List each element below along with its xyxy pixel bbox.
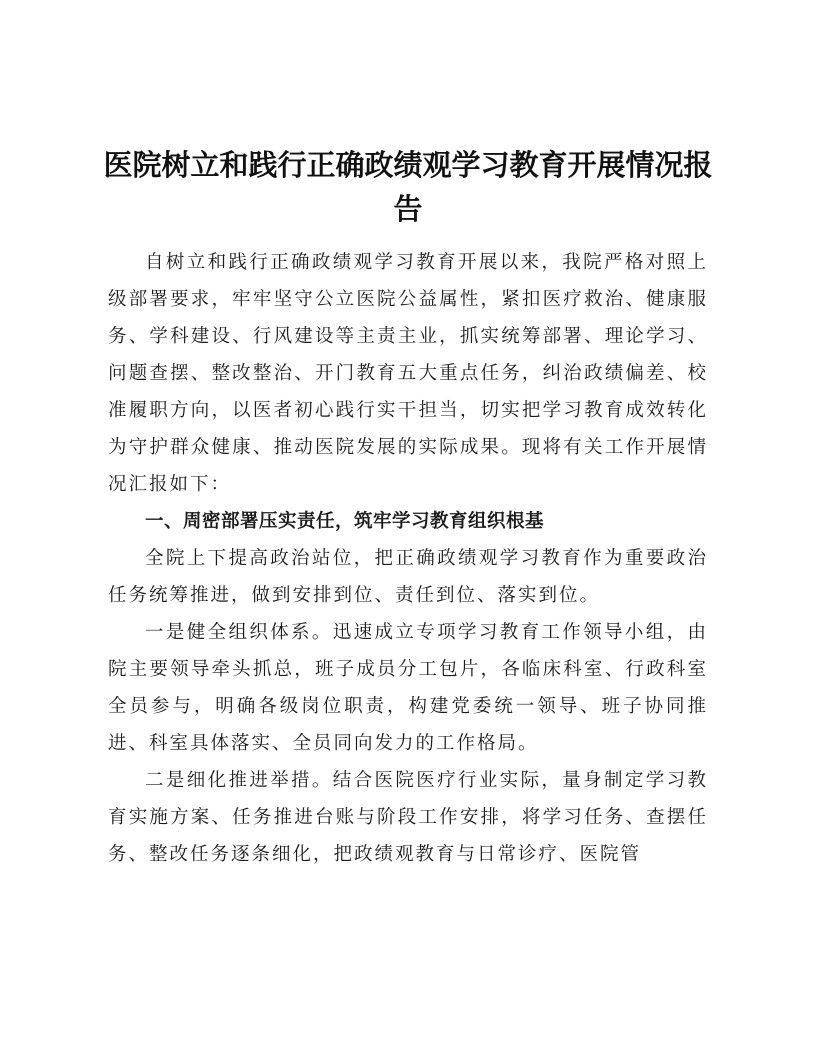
section-1-item-2-paragraph: 二是细化推进举措。结合医院医疗行业实际，量身制定学习教育实施方案、任务推进台账与阶段工作安排，将学习任务、查摆任务、整改任务逐条细化，把政绩观教育与日常诊疗、医院管 (108, 770, 708, 865)
section-heading-1: 一、周密部署压实责任，筑牢学习教育组织根基 (145, 511, 545, 532)
intro-paragraph: 自树立和践行正确政绩观学习教育开展以来，我院严格对照上级部署要求，牢牢坚守公立医院公益属性，紧扣医疗救治、健康服务、学科建设、行风建设等主责主业，抓实统筹部署、理论学习、问题查摆、整改整治、开门教育五大重点任务，纠治政绩偏差、校准履职方向，以医者初心践行实干担当，切实把学习教育成效转化为守护群众健康、推动医院发展的实际成果。现将有关工作开展情况汇报如下： (108, 252, 708, 495)
document-title: 医院树立和践行正确政绩观学习教育开展情况报告 (103, 148, 713, 226)
section-1-paragraph: 全院上下提高政治站位，把正确政绩观学习教育作为重要政治任务统筹推进，做到安排到位、责任到位、落实到位。 (108, 548, 708, 606)
section-1-item-1-paragraph: 一是健全组织体系。迅速成立专项学习教育工作领导小组，由院主要领导牵头抓总，班子成员分工包片，各临床科室、行政科室全员参与，明确各级岗位职责，构建党委统一领导、班子协同推进、科室具体落实、全员同向发力的工作格局。 (108, 622, 708, 754)
document-body (108, 244, 708, 873)
